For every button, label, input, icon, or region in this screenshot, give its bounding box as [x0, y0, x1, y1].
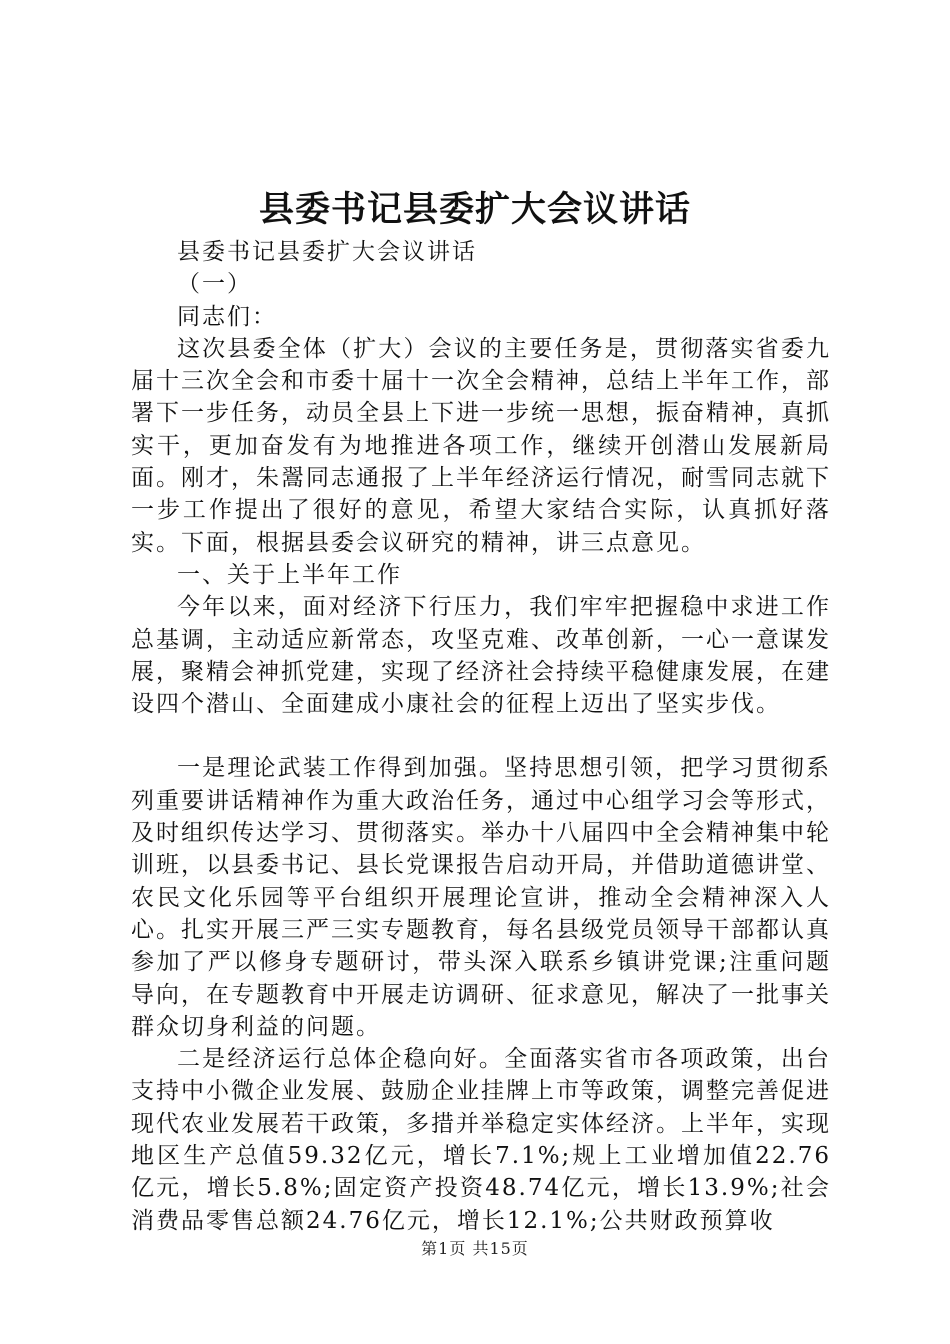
- paragraph-economy: 二是经济运行总体企稳向好。全面落实省市各项政策，出台支持中小微企业发展、鼓励企业挂牌上市等政策，调整完善促进现代农业发展若干政策，多措并举稳定实体经济。上半年，实现地区生产总值59.32亿元，增长7.1%;规上工业增加值22.76亿元，增长5.8%;固定资产投资48.74亿元，增长13.9%;社会消费品零售总额24.76亿元，增长12.1%;公共财政预算收: [131, 1046, 831, 1234]
- page-number-footer: 第1页 共15页: [421, 1239, 529, 1258]
- paragraph-intro: 这次县委全体（扩大）会议的主要任务是，贯彻落实省委九届十三次全会和市委十届十一次全会精神，总结上半年工作，部署下一步任务，动员全县上下进一步统一思想，振奋精神，真抓实干，更加奋发有为地推进各项工作，继续开创潜山发展新局面。刚才，朱翯同志通报了上半年经济运行情况，耐雪同志就下一步工作提出了很好的意见，希望大家结合实际，认真抓好落实。下面，根据县委会议研究的精神，讲三点意见。: [131, 335, 831, 556]
- paragraph-section-number: （一）: [177, 271, 252, 298]
- document-body: [131, 236, 831, 1237]
- paragraph-theory: 一是理论武装工作得到加强。坚持思想引领，把学习贯彻系列重要讲话精神作为重大政治任务，通过中心组学习会等形式，及时组织传达学习、贯彻落实。举办十八届四中全会精神集中轮训班，以县委书记、县长党课报告启动开局，并借助道德讲堂、农民文化乐园等平台组织开展理论宣讲，推动全会精神深入人心。扎实开展三严三实专题教育，每名县级党员领导干部都认真参加了严以修身专题研讨，带头深入联系乡镇讲党课;注重问题导向，在专题教育中开展走访调研、征求意见，解决了一批事关群众切身利益的问题。: [131, 755, 831, 1040]
- document-title: 县委书记县委扩大会议讲话: [258, 189, 691, 230]
- paragraph-summary: 今年以来，面对经济下行压力，我们牢牢把握稳中求进工作总基调，主动适应新常态，攻坚克难、改革创新，一心一意谋发展，聚精会神抓党建，实现了经济社会持续平稳健康发展，在建设四个潜山、全面建成小康社会的征程上迈出了坚实步伐。: [131, 594, 831, 718]
- paragraph-salutation: 同志们：: [177, 303, 277, 330]
- paragraph-heading-first-half: 一、关于上半年工作: [177, 561, 402, 588]
- paragraph-subtitle: 县委书记县委扩大会议讲话: [177, 239, 477, 265]
